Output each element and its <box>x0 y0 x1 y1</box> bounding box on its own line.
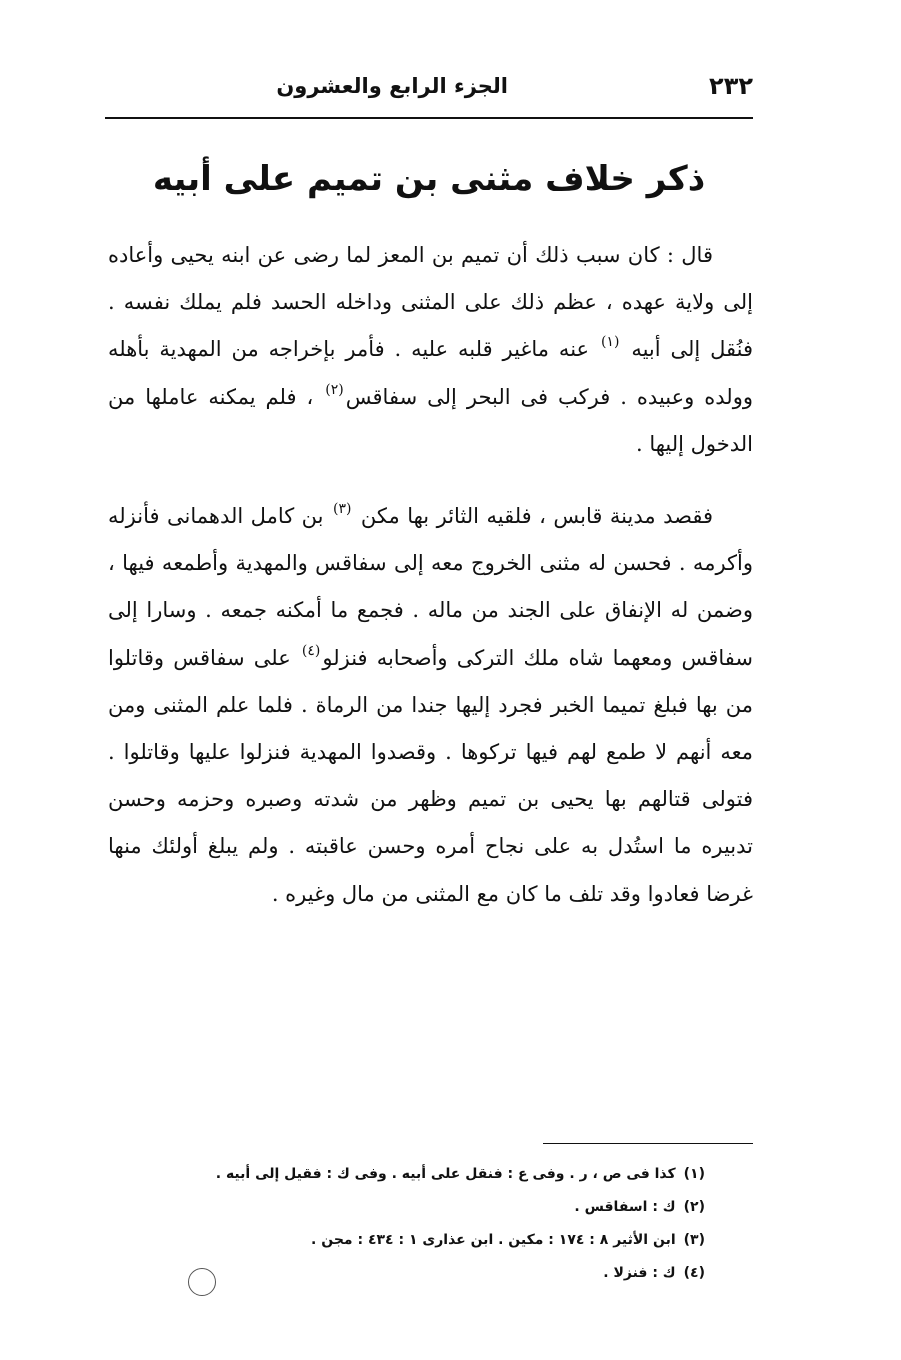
paragraph-text: ، فلم يمكنه عاملها من الدخول إليها . <box>108 384 753 456</box>
footnote-ref-4: (٤) <box>301 642 321 659</box>
footnote-number: (٣) <box>683 1232 705 1248</box>
footnote-text: كذا فى ص ، ر . وفى ع : فنقل على أبيه . وفى ك : فقيل إلى أبيه . <box>215 1166 676 1182</box>
footnote-number: (١) <box>683 1166 705 1182</box>
footnote-ref-2: (٢) <box>325 381 344 398</box>
running-head: الجزء الرابع والعشرون <box>276 74 508 98</box>
footnote-text: ك : اسفاقس . <box>574 1199 676 1215</box>
footnote-rule <box>543 1143 753 1144</box>
paragraph-text: قال : كان سبب ذلك أن تميم بن المعز لما رضى عن ابنه يحيى وأعاده إلى ولاية عهده ، عظم ذلك على المثنى وداخله الحسد فلم يملك نفسه . فنُقل إلى أبيه <box>108 243 753 362</box>
paragraph-text: على سفاقس وقاتلوا من بها فبلغ تميما الخبر فجرد إليها جندا من الرماة . فلما علم المثنى ومن معه أنهم لا طمع لهم فيها تركوها . وقصدوا المهدية فنزلوا عليها وقاتلوا . فتولى قتالهم بها يحيى بن تميم وظهر من شدته وصبره وحزمه وحسن تدبيره ما استُدل به على نجاح أمره وحسن عاقبته . ولم يبلغ أولئك منها غرضا فعادوا وقد تلف ما كان مع المثنى من مال وغيره . <box>108 645 753 906</box>
footnote-item <box>150 1158 705 1191</box>
footnote-item <box>150 1224 705 1257</box>
footnote-text: ك : فنزلا . <box>603 1265 676 1281</box>
footnote-number: (٢) <box>683 1199 705 1215</box>
footnote-ref-3: (٣) <box>332 501 352 517</box>
footnotes-list <box>150 1158 705 1290</box>
footnote-number: (٤) <box>683 1265 705 1281</box>
header-rule <box>105 117 753 119</box>
chapter-title: ذكر خلاف مثنى بن تميم على أبيه <box>152 159 706 199</box>
page-number: ٢٣٢ <box>709 72 753 100</box>
footnote-item <box>150 1191 705 1224</box>
circle-mark-icon <box>188 1268 216 1296</box>
paragraph-text: بن كامل الدهمانى فأنزله وأكرمه . فحسن له مثنى الخروج معه إلى سفاقس والمهدية وأطمعه فيها ، وضمن له الإنفاق على الجند من ماله . فجمع ما أمكنه جمعه . وسارا إلى سفاقس ومعهما شاه ملك التركى وأصحابه فنزلو <box>108 504 753 670</box>
body-paragraph-2 <box>108 493 753 918</box>
paragraph-text: فقصد مدينة قابس ، فلقيه الثائر بها مكن <box>360 504 713 528</box>
body-paragraph-1 <box>108 232 753 468</box>
page-header <box>105 66 753 116</box>
paragraph-text: عنه ماغير قلبه عليه . فأمر بإخراجه من المهدية بأهله وولده وعبيده . فركب فى البحر إلى سفاقس <box>108 337 753 409</box>
footnote-item <box>150 1257 705 1290</box>
footnote-text: ابن الأثير ٨ : ١٧٤ : مكين . ابن عذارى ١ : ٤٣٤ : مجن . <box>311 1232 676 1248</box>
footnote-ref-1: (١) <box>600 334 620 351</box>
